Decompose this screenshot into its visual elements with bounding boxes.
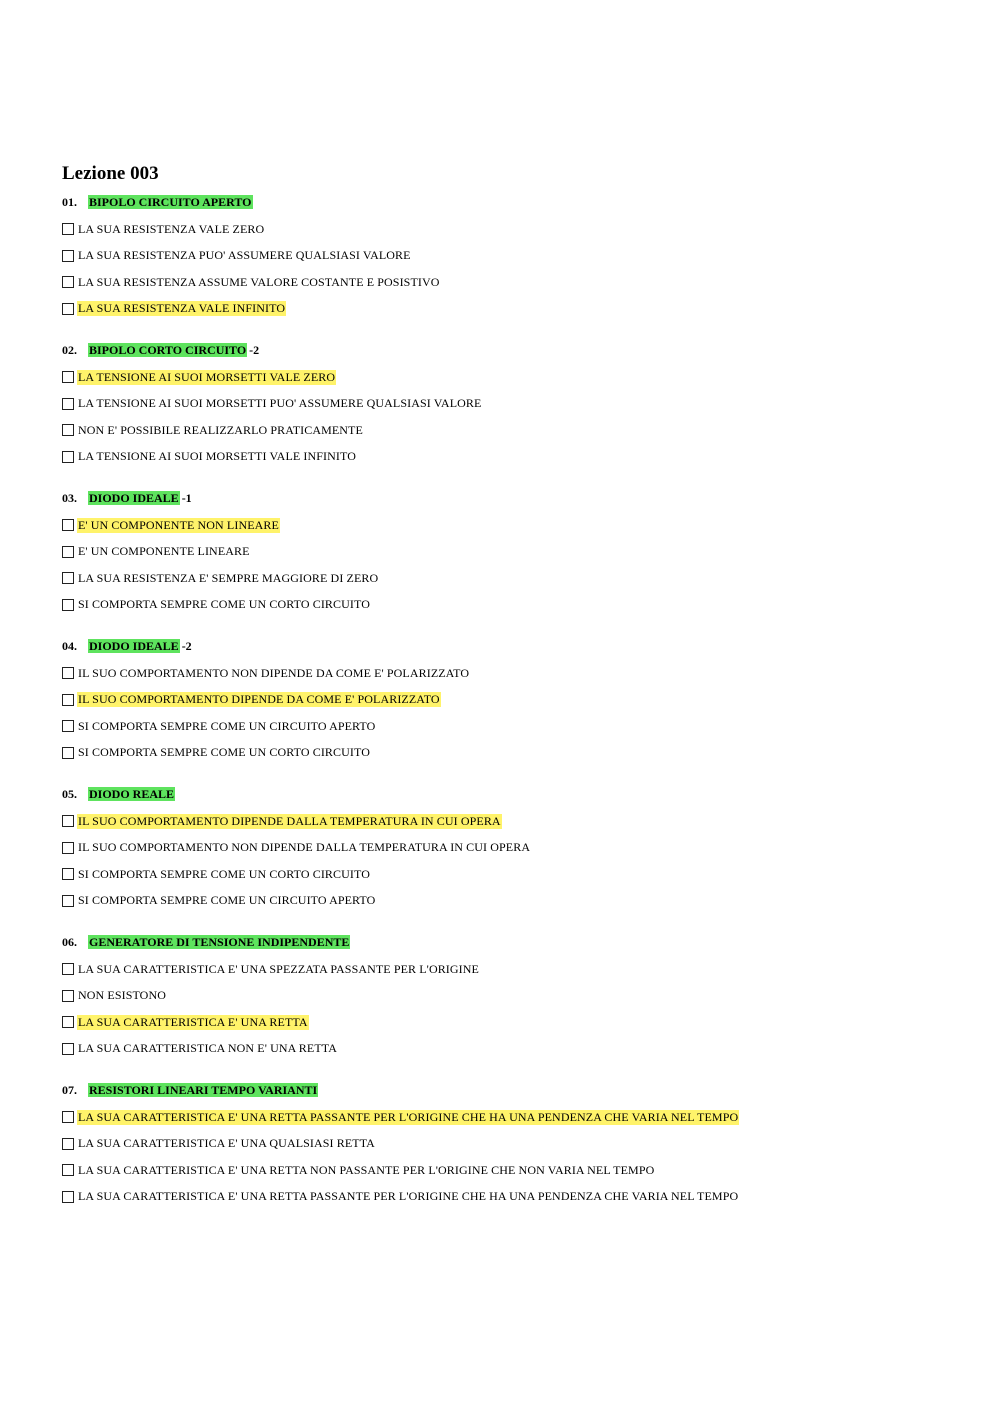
checkbox-icon[interactable] [62,424,74,436]
answer-text: LA SUA CARATTERISTICA E' UNA QUALSIASI RETTA [78,1136,375,1151]
answer-text: NON E' POSSIBILE REALIZZARLO PRATICAMENTE [78,422,363,437]
question-block [62,632,962,766]
checkbox-icon[interactable] [62,990,74,1002]
question-number: 04. [62,639,77,653]
answer-option[interactable] [62,512,962,539]
correct-answer-text: IL SUO COMPORTAMENTO DIPENDE DALLA TEMPERATURA IN CUI OPERA [78,813,501,828]
answer-option[interactable] [62,417,962,444]
question-number: 02. [62,343,77,357]
answer-text: LA SUA RESISTENZA VALE ZERO [78,221,265,236]
answer-text: IL SUO COMPORTAMENTO NON DIPENDE DALLA TEMPERATURA IN CUI OPERA [78,840,531,855]
answer-option[interactable] [62,1157,962,1184]
answer-text: E' UN COMPONENTE LINEARE [78,544,250,559]
answer-option[interactable] [62,364,962,391]
question-block [62,1076,962,1210]
answer-option[interactable] [62,808,962,835]
answer-text: SI COMPORTA SEMPRE COME UN CORTO CIRCUITO [78,866,370,881]
question-number: 03. [62,491,77,505]
answer-option[interactable] [62,1131,962,1158]
correct-answer-text: IL SUO COMPORTAMENTO DIPENDE DA COME E' POLARIZZATO [78,692,440,707]
answer-option[interactable] [62,1104,962,1131]
checkbox-icon[interactable] [62,572,74,584]
question-header [62,780,962,808]
checkbox-icon[interactable] [62,842,74,854]
checkbox-icon[interactable] [62,250,74,262]
question-title: BIPOLO CIRCUITO APERTO [89,195,252,209]
answer-option[interactable] [62,216,962,243]
question-header [62,1076,962,1104]
lesson-title: Lezione 003 [62,163,159,184]
checkbox-icon[interactable] [62,868,74,880]
question-suffix: -1 [181,491,192,505]
answer-option[interactable] [62,888,962,915]
answer-text: LA SUA CARATTERISTICA E' UNA RETTA NON PASSANTE PER L'ORIGINE CHE NON VARIA NEL TEMPO [78,1162,655,1177]
answer-text: LA SUA RESISTENZA PUO' ASSUMERE QUALSIASI VALORE [78,248,411,263]
checkbox-icon[interactable] [62,1191,74,1203]
answer-option[interactable] [62,660,962,687]
answer-option[interactable] [62,243,962,270]
checkbox-icon[interactable] [62,895,74,907]
answer-option[interactable] [62,983,962,1010]
question-block [62,928,962,1062]
checkbox-icon[interactable] [62,1138,74,1150]
question-title: DIODO IDEALE [89,639,179,653]
question-title: DIODO REALE [89,787,175,801]
correct-answer-text: LA SUA CARATTERISTICA E' UNA RETTA [78,1014,308,1029]
checkbox-icon[interactable] [62,398,74,410]
document-page [62,160,962,1224]
answer-option[interactable] [62,713,962,740]
answer-option[interactable] [62,1184,962,1211]
checkbox-icon[interactable] [62,720,74,732]
checkbox-icon[interactable] [62,747,74,759]
answer-option[interactable] [62,296,962,323]
checkbox-icon[interactable] [62,667,74,679]
question-block [62,336,962,470]
checkbox-icon[interactable] [62,1043,74,1055]
checkbox-icon[interactable] [62,276,74,288]
answer-option[interactable] [62,740,962,767]
checkbox-icon[interactable] [62,451,74,463]
checkbox-icon[interactable] [62,1164,74,1176]
question-number: 07. [62,1083,77,1097]
answer-text: LA SUA RESISTENZA ASSUME VALORE COSTANTE E POSISTIVO [78,274,440,289]
answer-option[interactable] [62,687,962,714]
answer-option[interactable] [62,1036,962,1063]
checkbox-icon[interactable] [62,546,74,558]
question-number: 05. [62,787,77,801]
correct-answer-text: LA SUA RESISTENZA VALE INFINITO [78,301,286,316]
question-suffix: -2 [249,343,260,357]
answer-option[interactable] [62,861,962,888]
checkbox-icon[interactable] [62,815,74,827]
answer-option[interactable] [62,269,962,296]
question-header [62,632,962,660]
answer-text: SI COMPORTA SEMPRE COME UN CORTO CIRCUITO [78,745,370,760]
question-block [62,484,962,618]
answer-text: SI COMPORTA SEMPRE COME UN CIRCUITO APERTO [78,718,376,733]
answer-option[interactable] [62,835,962,862]
question-list [62,188,962,1210]
question-header [62,336,962,364]
checkbox-icon[interactable] [62,1016,74,1028]
answer-text: LA SUA CARATTERISTICA NON E' UNA RETTA [78,1041,338,1056]
question-title: BIPOLO CORTO CIRCUITO [89,343,247,357]
checkbox-icon[interactable] [62,519,74,531]
answer-text: LA SUA CARATTERISTICA E' UNA RETTA PASSANTE PER L'ORIGINE CHE HA UNA PENDENZA CHE VARIA NEL TEMPO [78,1189,739,1204]
correct-answer-text: LA SUA CARATTERISTICA E' UNA RETTA PASSANTE PER L'ORIGINE CHE HA UNA PENDENZA CHE VARIA NEL TEMPO [78,1109,739,1124]
question-number: 01. [62,195,77,209]
answer-option[interactable] [62,592,962,619]
answer-option[interactable] [62,391,962,418]
answer-text: SI COMPORTA SEMPRE COME UN CORTO CIRCUITO [78,597,370,612]
question-block [62,780,962,914]
question-title: DIODO IDEALE [89,491,179,505]
answer-text: LA SUA CARATTERISTICA E' UNA SPEZZATA PASSANTE PER L'ORIGINE [78,961,479,976]
correct-answer-text: E' UN COMPONENTE NON LINEARE [78,517,279,532]
answer-text: NON ESISTONO [78,988,166,1003]
answer-text: LA SUA RESISTENZA E' SEMPRE MAGGIORE DI ZERO [78,570,379,585]
checkbox-icon[interactable] [62,1111,74,1123]
answer-text: LA TENSIONE AI SUOI MORSETTI PUO' ASSUMERE QUALSIASI VALORE [78,396,482,411]
checkbox-icon[interactable] [62,963,74,975]
question-header [62,484,962,512]
question-header [62,928,962,956]
checkbox-icon[interactable] [62,694,74,706]
answer-text: IL SUO COMPORTAMENTO NON DIPENDE DA COME E' POLARIZZATO [78,665,470,680]
question-suffix: -2 [181,639,192,653]
answer-option[interactable] [62,1009,962,1036]
answer-option[interactable] [62,444,962,471]
checkbox-icon[interactable] [62,303,74,315]
answer-text: LA TENSIONE AI SUOI MORSETTI VALE INFINITO [78,449,356,464]
question-block [62,188,962,322]
checkbox-icon[interactable] [62,371,74,383]
question-title: RESISTORI LINEARI TEMPO VARIANTI [89,1083,318,1097]
answer-option[interactable] [62,956,962,983]
answer-option[interactable] [62,565,962,592]
checkbox-icon[interactable] [62,223,74,235]
question-header [62,188,962,216]
checkbox-icon[interactable] [62,599,74,611]
answer-text: SI COMPORTA SEMPRE COME UN CIRCUITO APERTO [78,893,376,908]
question-number: 06. [62,935,77,949]
correct-answer-text: LA TENSIONE AI SUOI MORSETTI VALE ZERO [78,369,336,384]
question-title: GENERATORE DI TENSIONE INDIPENDENTE [89,935,350,949]
answer-option[interactable] [62,539,962,566]
